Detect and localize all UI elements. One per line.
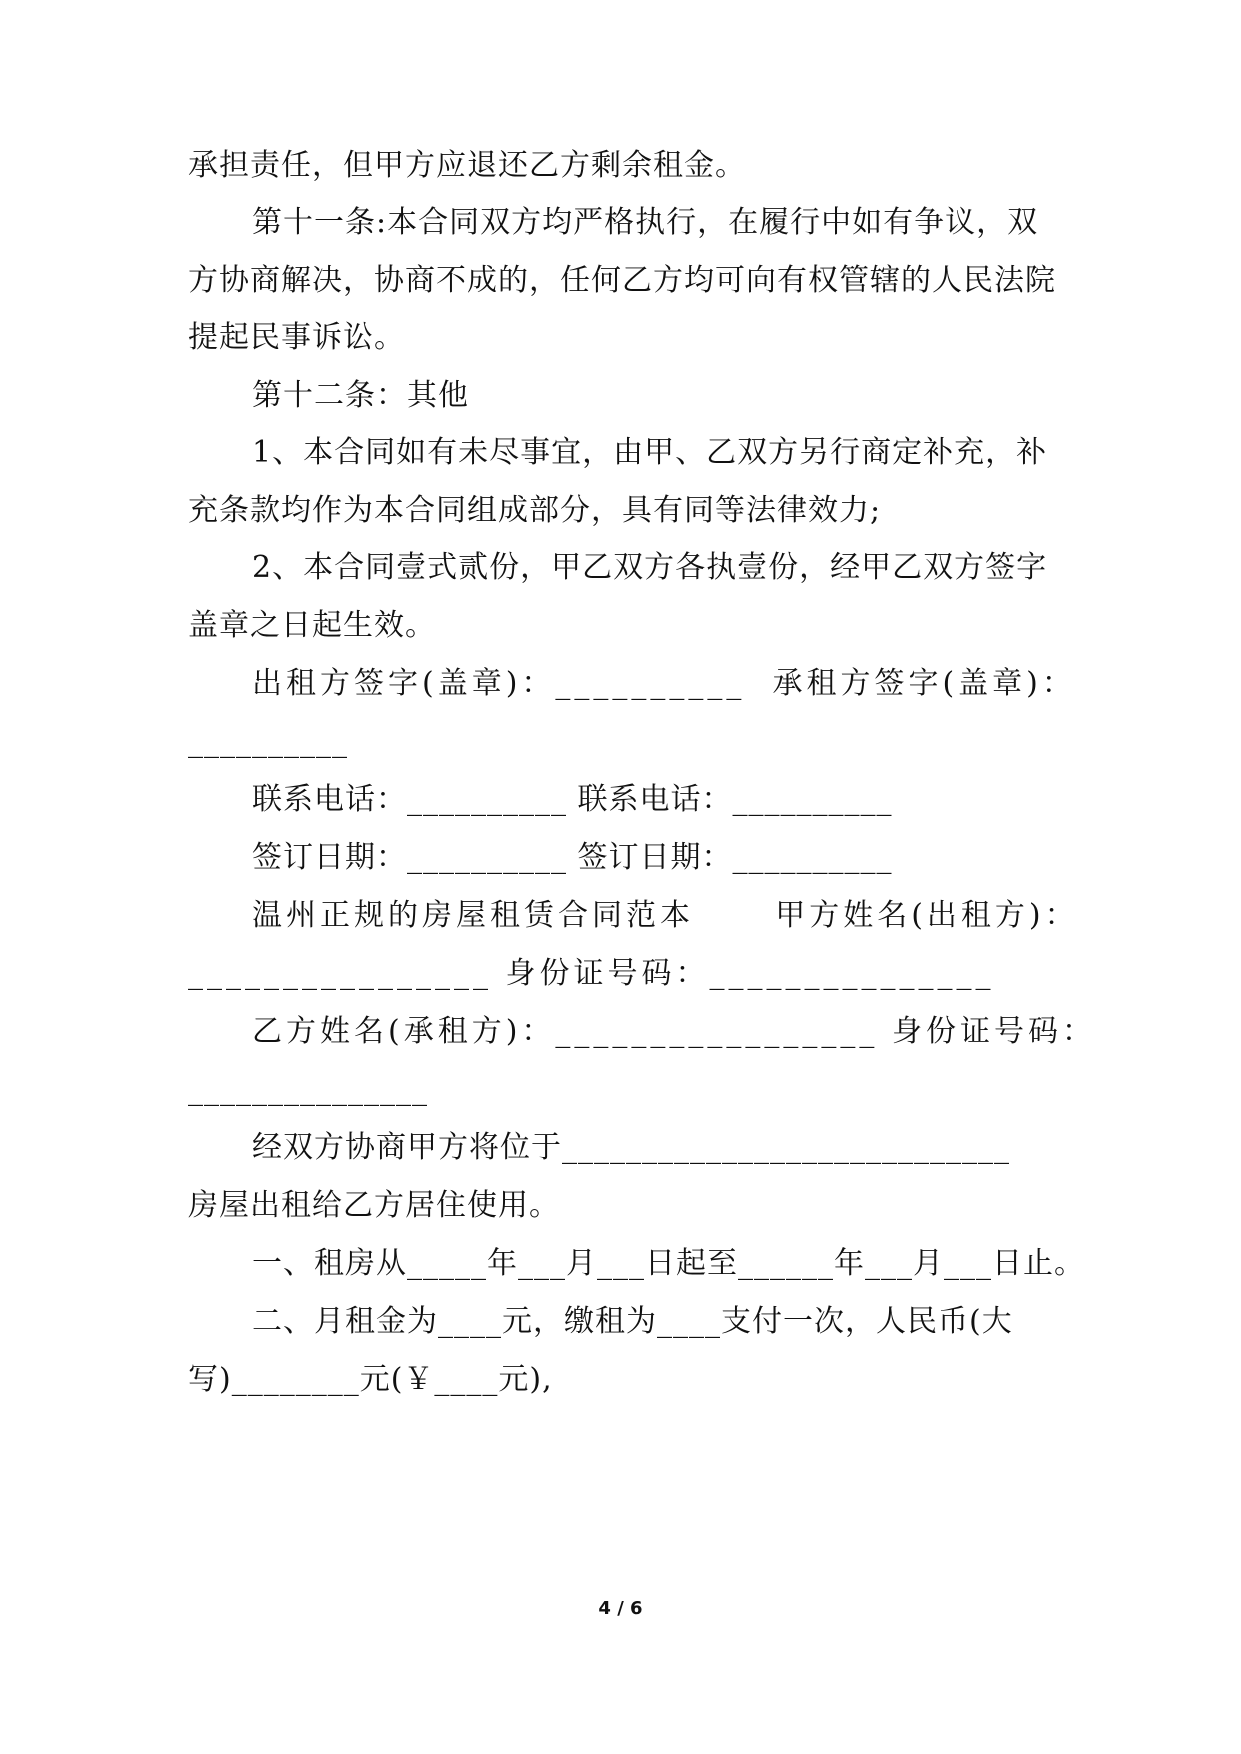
monthly-rent-line: 二、月租金为____元，缴租为____支付一次，人民币(大 xyxy=(252,1304,1013,1339)
text-line: 1、本合同如有未尽事宜，由甲、乙双方另行商定补充，补 xyxy=(252,435,1048,470)
sign-date-line: 签订日期：__________ 签订日期：__________ xyxy=(252,840,893,875)
contact-phone-line: 联系电话：__________ 联系电话：__________ xyxy=(252,782,893,817)
text-line: 方协商解决，协商不成的，任何乙方均可向有权管辖的人民法院 xyxy=(188,263,1056,298)
text-line: 承担责任，但甲方应退还乙方剩余租金。 xyxy=(188,148,746,183)
signature-blank-line: __________ xyxy=(188,724,348,759)
rental-period-line: 一、租房从_____年___月___日起至______年___月___日止。 xyxy=(252,1246,1085,1281)
text-line: 充条款均作为本合同组成部分，具有同等法律效力; xyxy=(188,493,882,528)
party-b-id-blank-line: _______________ xyxy=(188,1072,428,1107)
clause-11-heading-line: 第十一条:本合同双方均严格执行，在履行中如有争议，双 xyxy=(252,205,1039,240)
text-line: 房屋出租给乙方居住使用。 xyxy=(188,1188,560,1223)
text-line: 2、本合同壹式贰份，甲乙双方各执壹份，经甲乙双方签字 xyxy=(252,550,1048,585)
contract-title-line: 温州正规的房屋租赁合同范本 甲方姓名(出租方)： xyxy=(252,898,1079,933)
page-number: 4 / 6 xyxy=(598,1598,643,1619)
property-location-line: 经双方协商甲方将位于____________________________ xyxy=(252,1130,1010,1165)
clause-12-heading: 第十二条：其他 xyxy=(252,378,469,413)
rent-amount-line: 写)________元(￥____元), xyxy=(188,1362,553,1397)
party-a-id-line: ________________ 身份证号码：_______________ xyxy=(188,956,995,991)
text-line: 盖章之日起生效。 xyxy=(188,608,436,643)
signature-line: 出租方签字(盖章)：__________ 承租方签字(盖章)： xyxy=(252,666,1076,701)
party-b-name-line: 乙方姓名(承租方)：_________________ 身份证号码： xyxy=(252,1014,1096,1049)
text-line: 提起民事诉讼。 xyxy=(188,320,405,355)
